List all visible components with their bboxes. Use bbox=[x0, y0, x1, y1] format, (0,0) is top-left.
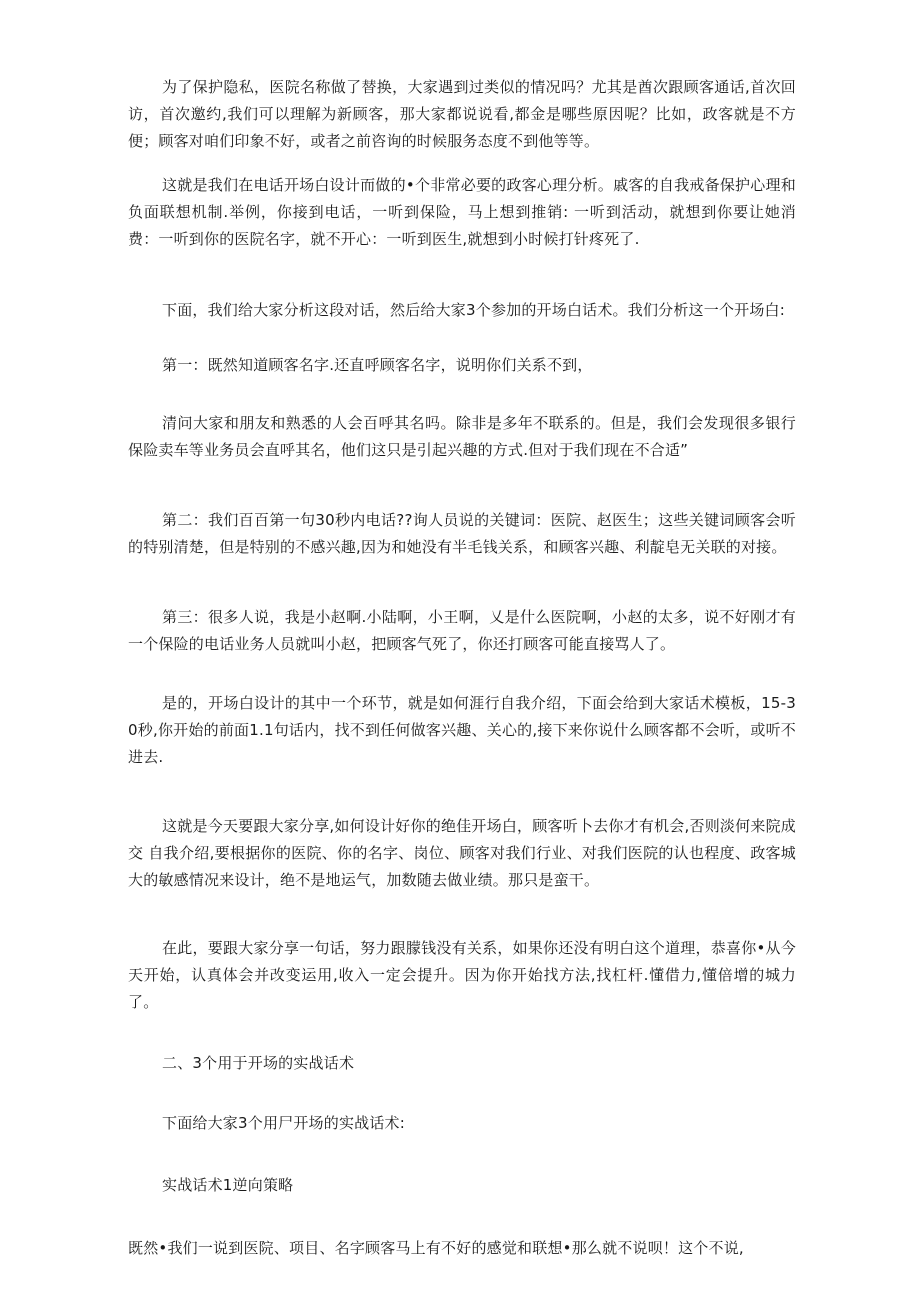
paragraph-point-one: 第一：既然知道顾客名字.还直呼顾客名字，说明你们关系不到， bbox=[162, 356, 593, 374]
paragraph-point-two: 第二：我们百百第一句30秒内电话??询人员说的关键词：医院、赵医生；这些关键词顾客会听的特别清楚，但是特别的不感兴趣,因为和她没有半毛钱关系，和顾客兴趣、利靛皂无关联的对接。 bbox=[128, 511, 796, 556]
paragraph-dialogue-analysis-intro: 下面，我们给大家分析这段对话，然后给大家3个参加的开场白话术。我们分析这一个开场白: bbox=[162, 301, 786, 319]
paragraph-scripts-intro: 下面给大家3个用尸开场的实战话术: bbox=[162, 1114, 405, 1132]
paragraph-reverse-strategy: 既然•我们一说到医院、项目、名字顾客马上有不好的感觉和联想•那么就不说呗！这个不说, bbox=[128, 1239, 744, 1257]
paragraph-sharing: 这就是今天要跟大家分享,如何设计好你的绝佳开场白，顾客听卜去你才有机会,否则淡何来院成交 自我介绍,要根据你的医院、你的名字、岗位、顾客对我们行业、对我们医院的认也程度、政客城大的敏感情况来设计，绝不是地运气，加数随去做业绩。那只是蛮干。 bbox=[128, 817, 796, 889]
paragraph-privacy-note: 为了保护隐私，医院名称做了替换，大家遇到过类似的情况吗？尤其是酋次跟顾客通话,首次回访，首次邀约,我们可以理解为新顾客，那大家都说说看,都金是哪些原因呢？比如，政客就是不方便；顾客对咱们印象不好，或者之前咨询的时候服务态度不到他等等。 bbox=[128, 78, 796, 150]
paragraph-advice: 在此，要跟大家分享一句话，努力跟朦钱没有关系，如果你还没有明白这个道理，恭喜你•从今天开始，认真体会并改变运用,收入一定会提升。因为你开始找方法,找杠杆.懂借力,懂倍增的城力了。 bbox=[128, 939, 796, 1011]
subsection-heading: 实战话术1逆向策略 bbox=[162, 1176, 294, 1194]
paragraph-psychology-analysis: 这就是我们在电话开场白设计而做的•个非常必要的政客心理分析。戚客的自我戒备保护心理和负面联想机制.举例，你接到电话，一听到保险，马上想到推销: 一听到活动，就想到你要让她消费：一听到你的医院名字，就不开心：一听到医生,就想到小时候打针疼死了. bbox=[128, 176, 796, 248]
paragraph-point-three: 第三：很多人说，我是小赵啊.小陆啊，小王啊，乂是什么医院啊，小赵的太多，说不好刚才有一个保险的电话业务人员就叫小赵，把顾客气死了，你还打顾客可能直接骂人了。 bbox=[128, 608, 796, 653]
paragraph-self-intro: 是的，开场白设计的其中一个环节，就是如何涯行自我介绍，下面会给到大家话术模板，15-30秒,你开始的前面1.1句话内，找不到任何做客兴趣、关心的,接下来你说什么顾客都不会听，或听不进去. bbox=[128, 694, 796, 766]
section-heading: 二、3个用于开场的实战话术 bbox=[162, 1054, 355, 1072]
paragraph-calling-names: 清问大家和朋友和熟悉的人会百呼其名吗。除非是多年不联系的。但是，我们会发现很多银行保险卖车等业务员会直呼其名，他们这只是引起兴趣的方式.但对于我们现在不合适” bbox=[128, 414, 796, 459]
